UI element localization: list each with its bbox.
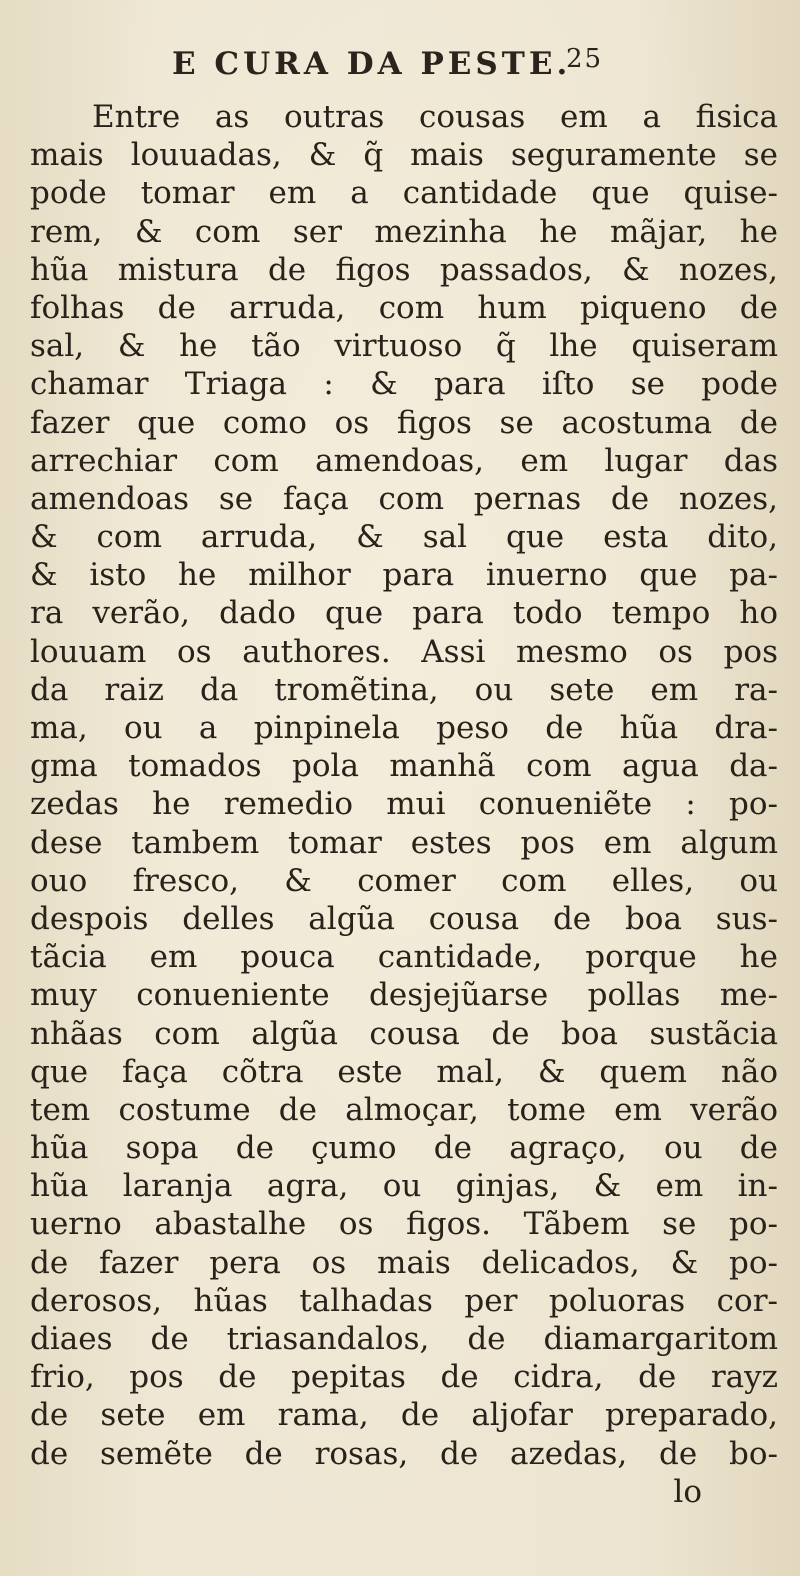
text-line: mais louuadas, & q̃ mais seguramente se	[30, 137, 778, 174]
text-line: frio, pos de pepitas de cidra, de rayz	[30, 1359, 778, 1396]
text-line: de sete em rama, de aljofar preparado,	[30, 1397, 778, 1434]
text-line: arrechiar com amendoas, em lugar das	[30, 442, 778, 479]
body-text	[30, 98, 778, 1511]
text-line: ra verão, dado que para todo tempo ho	[30, 595, 778, 632]
text-line: tem costume de almoçar, tome em verão	[30, 1091, 778, 1128]
text-line: zedas he remedio mui conueniẽte : po-	[30, 786, 778, 823]
text-line: hũa laranja agra, ou ginjas, & em in-	[30, 1168, 778, 1205]
text-line: sal, & he tão virtuoso q̃ lhe quiseram	[30, 328, 778, 365]
text-line: gma tomados pola manhã com agua da-	[30, 748, 778, 785]
text-line: hũa sopa de çumo de agraço, ou de	[30, 1130, 778, 1167]
text-line: de fazer pera os mais delicados, & po-	[30, 1244, 778, 1281]
text-line: hũa mistura de figos passados, & nozes,	[30, 251, 778, 288]
text-line: louuam os authores. Assi mesmo os pos	[30, 633, 778, 670]
text-line: que faça cõtra este mal, & quem não	[30, 1053, 778, 1090]
text-line: & com arruda, & sal que esta dito,	[30, 519, 778, 556]
text-line: despois delles algũa cousa de boa sus-	[30, 900, 778, 937]
text-line: muy conueniente desjejũarse pollas me-	[30, 977, 778, 1014]
text-line: folhas de arruda, com hum piqueno de	[30, 289, 778, 326]
text-line: ouo fresco, & comer com elles, ou	[30, 862, 778, 899]
page-header	[120, 42, 700, 86]
text-line: diaes de triasandalos, de diamargaritom	[30, 1321, 778, 1357]
text-line: amendoas se faça com pernas de nozes,	[30, 480, 778, 517]
text-line: chamar Triaga : & para iſto se pode	[30, 366, 778, 403]
text-line: ma, ou a pinpinela peso de hũa dra-	[30, 710, 778, 746]
text-line: de semẽte de rosas, de azedas, de bo-	[30, 1435, 778, 1472]
text-line: Entre as outras cousas em a fisica	[92, 99, 778, 135]
text-line: tãcia em pouca cantidade, porque he	[30, 939, 778, 976]
text-line: da raiz da tromẽtina, ou sete em ra-	[30, 671, 778, 708]
text-line: & isto he milhor para inuerno que pa-	[30, 557, 778, 594]
catchword: lo	[673, 1473, 702, 1510]
text-line: nhãas com algũa cousa de boa sustãcia	[30, 1015, 778, 1052]
text-line: derosos, hũas talhadas per poluoras cor-	[30, 1282, 778, 1319]
text-line: dese tambem tomar estes pos em algum	[30, 824, 778, 861]
text-line: uerno abastalhe os figos. Tãbem se po-	[30, 1206, 778, 1243]
page-number: 25	[566, 44, 604, 74]
text-line: rem, & com ser mezinha he mãjar, he	[30, 213, 778, 250]
text-line: pode tomar em a cantidade que quise-	[30, 175, 778, 212]
running-head: E CURA DA PESTE.	[172, 46, 572, 82]
text-line: fazer que como os figos se acostuma de	[30, 404, 778, 441]
